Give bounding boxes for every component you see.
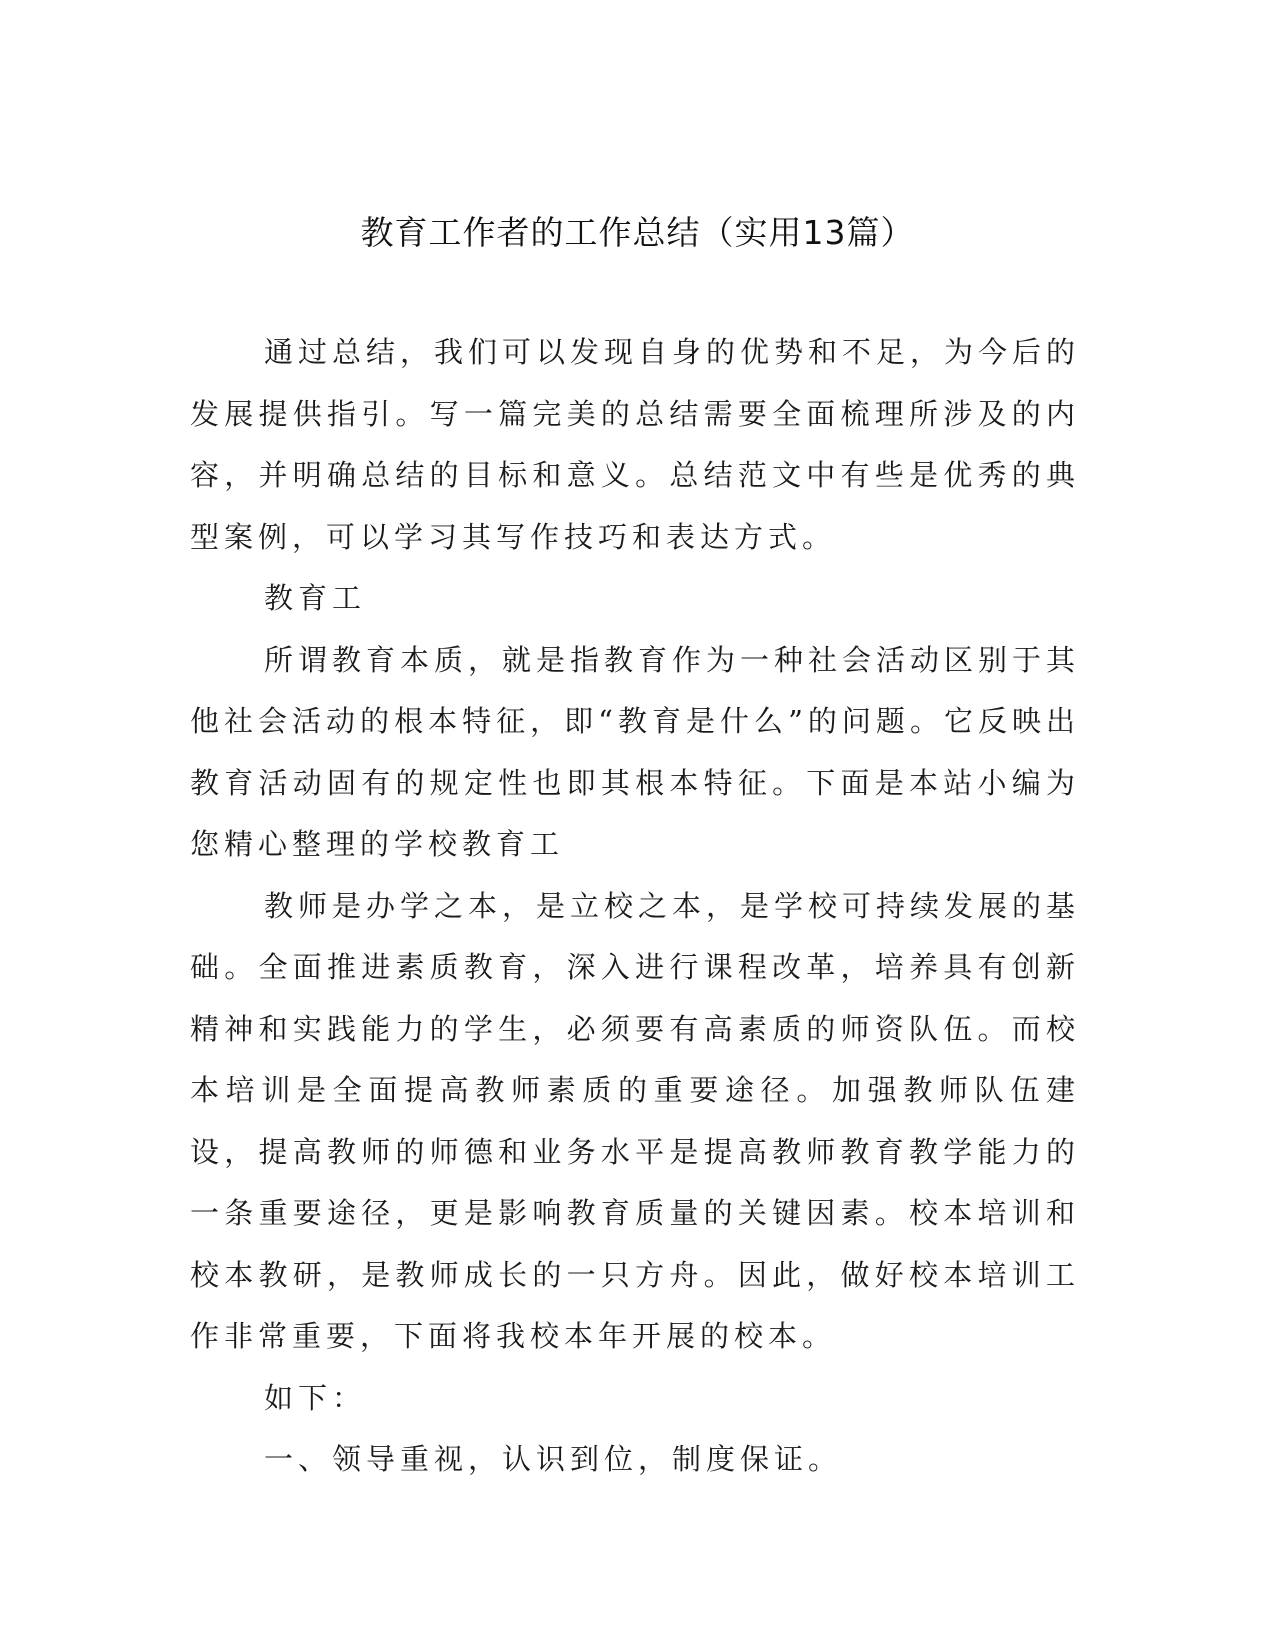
paragraph-intro: 通过总结，我们可以发现自身的优势和不足，为今后的发展提供指引。写一篇完美的总结需要全面梳理所涉及的内容，并明确总结的目标和意义。总结范文中有些是优秀的典型案例，可以学习其写作技巧和表达方式。 xyxy=(190,335,1080,554)
paragraph-fragment: 教育工 xyxy=(263,581,366,615)
paragraph-teachers: 教师是办学之本，是立校之本，是学校可持续发展的基础。全面推进素质教育，深入进行课程改革，培养具有创新精神和实践能力的学生，必须要有高素质的师资队伍。而校本培训是全面提高教师素质的重要途径。加强教师队伍建设，提高教师的师德和业务水平是提高教师教育教学能力的一条重要途径，更是影响教育质量的关键因素。校本培训和校本教研，是教师成长的一只方舟。因此，做好校本培训工作非常重要，下面将我校本年开展的校本。 xyxy=(190,888,1080,1353)
document-body xyxy=(190,322,1080,1491)
paragraph-essence: 所谓教育本质，就是指教育作为一种社会活动区别于其他社会活动的根本特征，即“教育是什么”的问题。它反映出教育活动固有的规定性也即其根本特征。下面是本站小编为您精心整理的学校教育工 xyxy=(190,642,1080,861)
paragraph-as-follows: 如下： xyxy=(263,1380,366,1415)
document-title: 教育工作者的工作总结（实用13篇） xyxy=(360,213,915,252)
paragraph-section-one: 一、领导重视，认识到位，制度保证。 xyxy=(263,1442,842,1476)
